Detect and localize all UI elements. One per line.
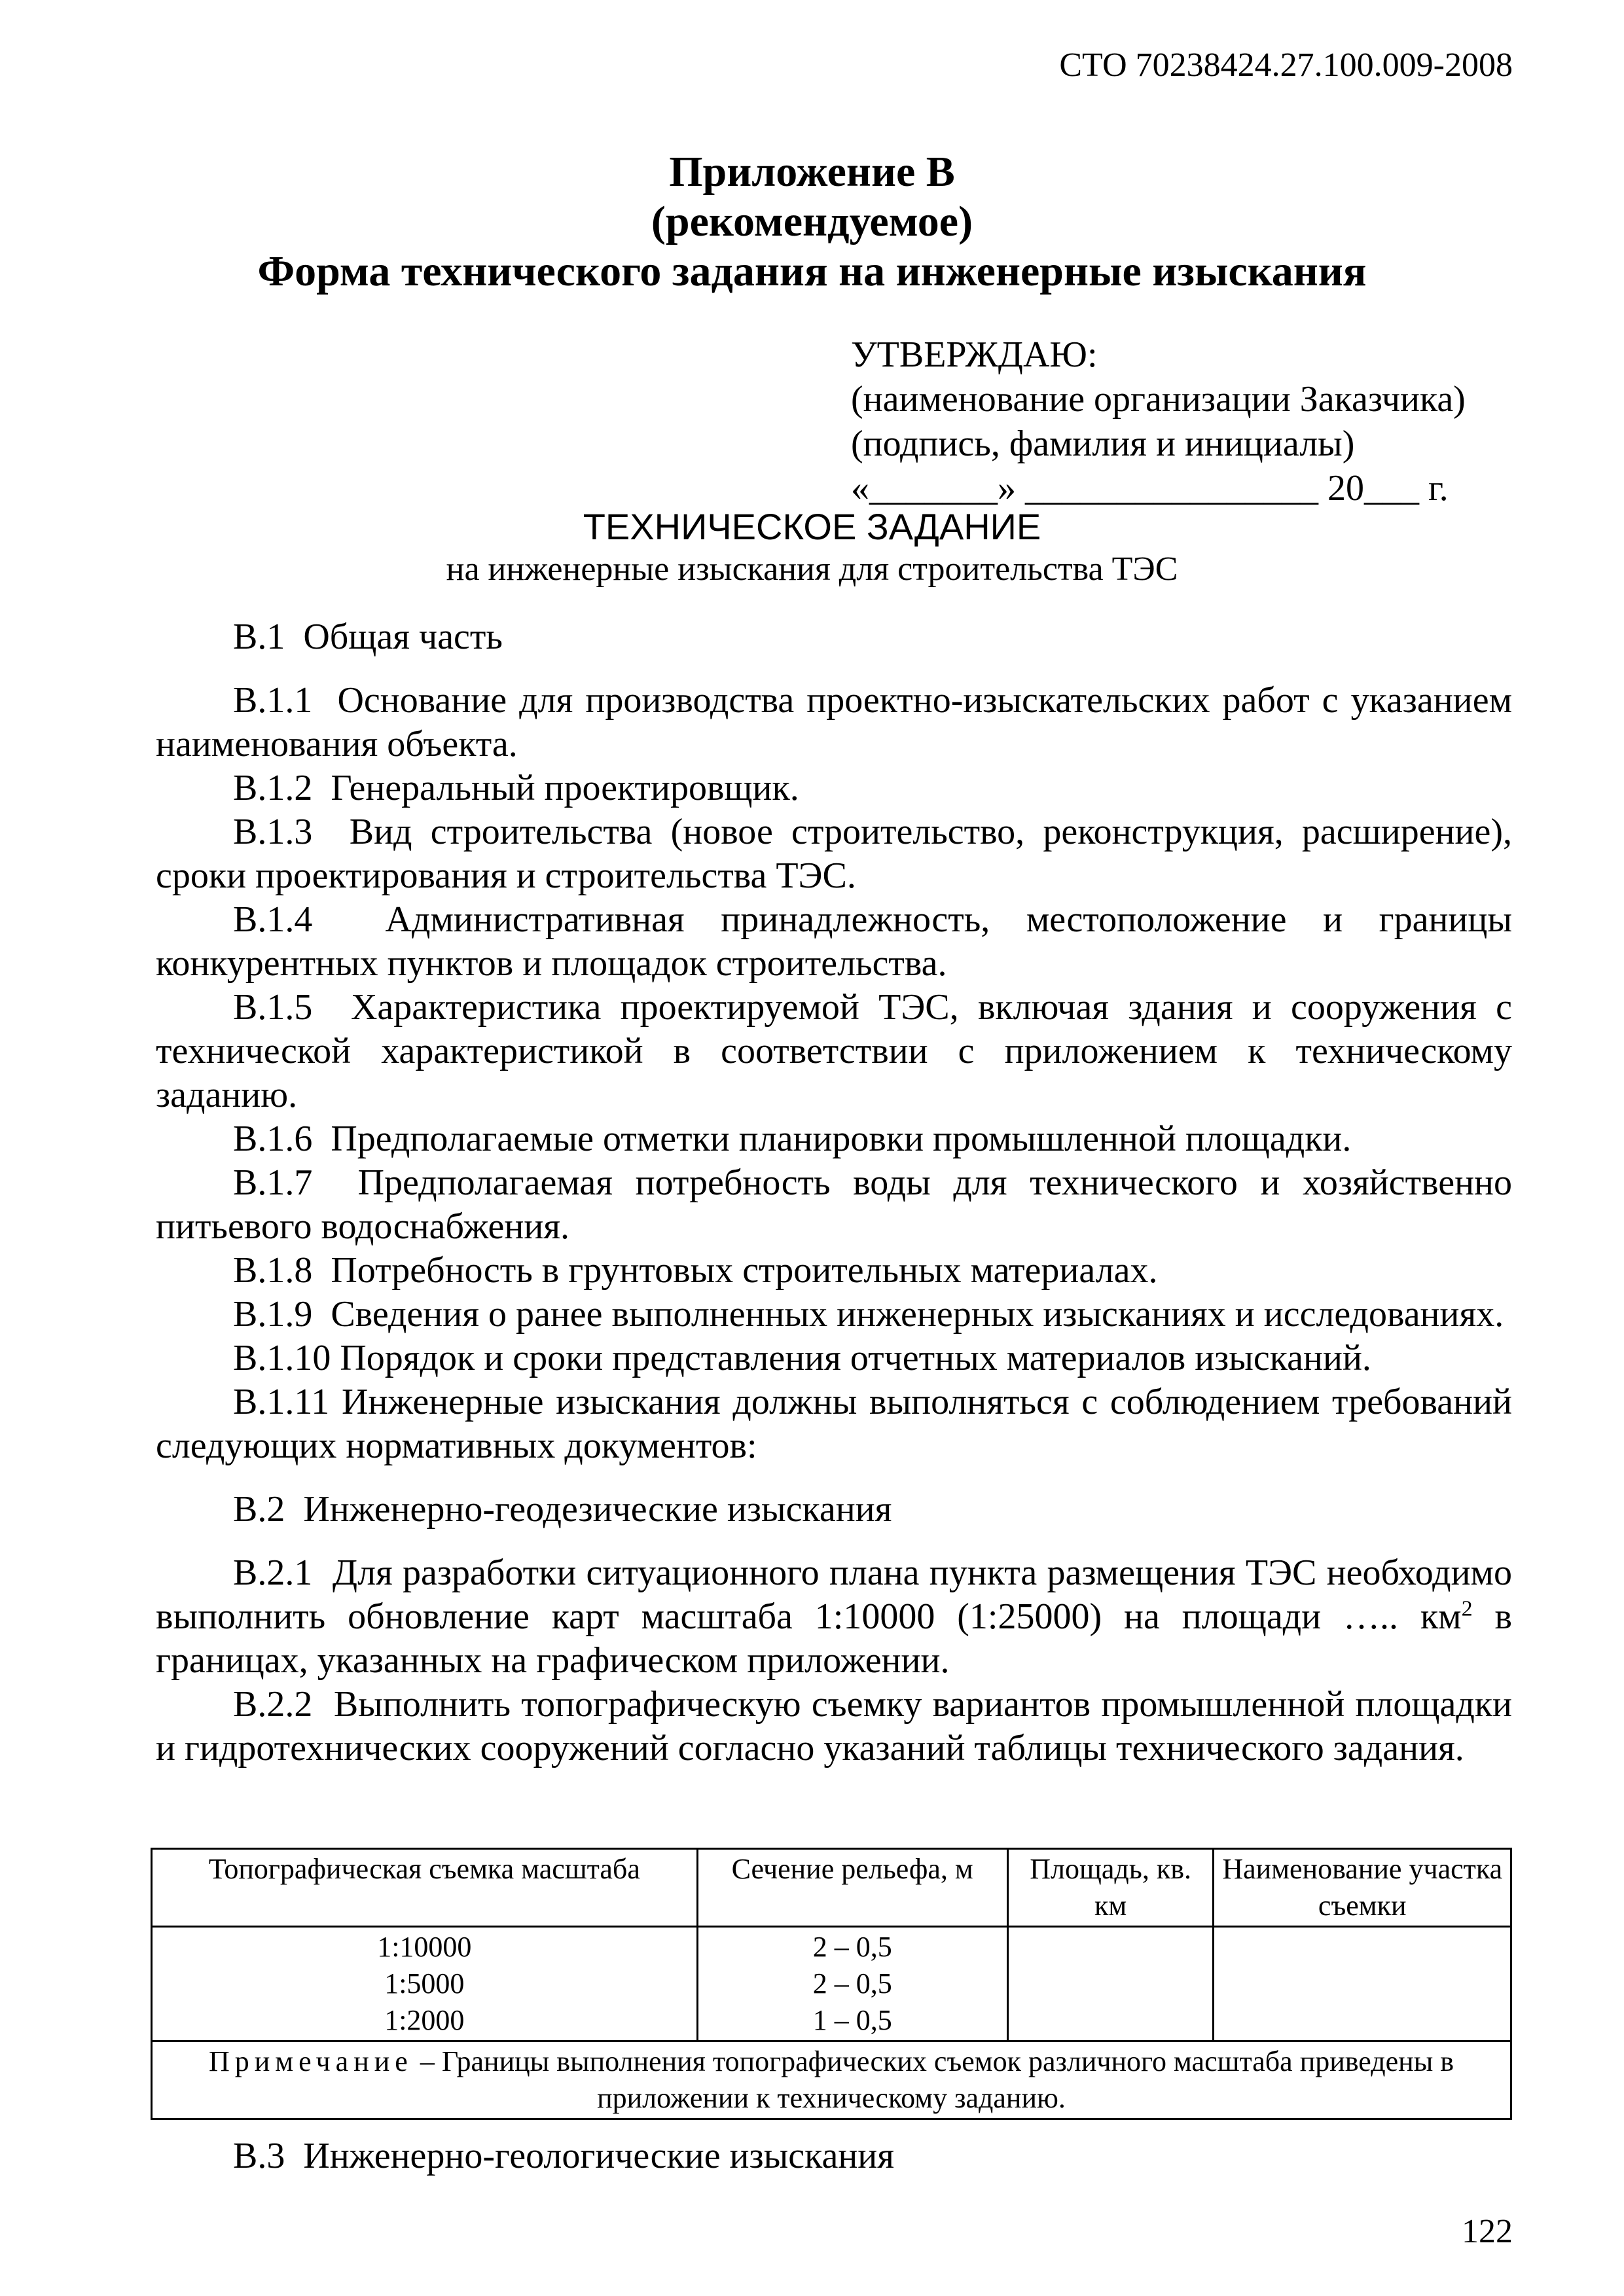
item-b1-4 [156,898,1512,986]
section-title: Инженерно-геологические изыскания [303,2136,895,2176]
item-b1-7 [156,1161,1512,1249]
item-b1-11 [156,1380,1512,1468]
scale-value: 1:5000 [384,1967,465,2000]
item-b1-1 [156,679,1512,766]
item-number: В.2.2 [233,1684,313,1725]
item-number: В.1.10 [233,1338,331,1378]
item-b1-5 [156,986,1512,1117]
item-text: Административная принадлежность, местоположение и границы конкурентных пунктов и площадок строительства. [156,899,1512,984]
item-text: Вид строительства (новое строительство, реконструкция, расширение), сроки проектирования и строительства ТЭС. [156,812,1512,896]
item-b1-2 [156,766,1512,810]
section-number: В.2 [233,1489,285,1530]
item-text: Характеристика проектируемой ТЭС, включая здания и сооружения с технической характеристикой в соответствии с приложением к техническому заданию. [156,987,1513,1115]
scale-value: 1:2000 [384,2004,465,2036]
item-text: Потребность в грунтовых строительных материалах. [331,1250,1158,1291]
section-title: Общая часть [303,617,503,657]
relief-cell [697,1927,1007,2041]
section-number: В.1 [233,617,285,657]
section-number: В.3 [233,2136,285,2176]
item-text: Генеральный проектировщик. [331,768,799,808]
table-header: Наименование участка съемки [1214,1849,1511,1927]
item-text: Сведения о ранее выполненных инженерных изысканиях и исследованиях. [331,1294,1504,1335]
item-text: Инженерные изыскания должны выполняться с соблюдением требований следующих нормативных документов: [156,1382,1513,1466]
relief-value: 2 – 0,5 [812,1967,892,2000]
document-body [156,615,1512,1770]
item-b1-3 [156,810,1512,898]
scale-value: 1:10000 [377,1931,472,1963]
item-number: В.1.6 [233,1119,313,1159]
page-number: 122 [1462,2213,1513,2250]
item-text: Предполагаемые отметки планировки промышленной площадки. [331,1119,1352,1159]
appendix-name: Форма технического задания на инженерные изыскания [257,247,1367,295]
item-number: В.1.9 [233,1294,313,1335]
section-title: Инженерно-геодезические изыскания [303,1489,892,1530]
relief-value: 1 – 0,5 [812,2004,892,2036]
section-b1 [156,615,1512,659]
relief-value: 2 – 0,5 [812,1931,892,1963]
item-number: В.1.11 [233,1382,330,1422]
item-number: В.1.7 [233,1162,313,1203]
appendix-label: Приложение В [669,148,955,196]
item-number: В.2.1 [233,1552,313,1593]
item-b1-10 [156,1336,1512,1380]
item-b2-2 [156,1683,1512,1770]
table-row [152,1927,1511,2041]
section-b2 [156,1488,1512,1532]
document-code: СТО 70238424.27.100.009-2008 [1059,46,1513,84]
site-name-cell [1214,1927,1511,2041]
table-header: Сечение рельефа, м [697,1849,1007,1927]
survey-table [151,1848,1512,2120]
item-number: В.1.4 [233,899,313,940]
table-note [152,2041,1511,2119]
area-cell [1007,1927,1214,2041]
superscript: 2 [1461,1596,1473,1621]
item-text: Для разработки ситуационного плана пункта размещения ТЭС необходимо выполнить обновление карт масштаба 1:10000 (1:25000) на площади ….. км [156,1552,1512,1637]
item-text: Предполагаемая потребность воды для технического и хозяйственно питьевого водоснабжения. [156,1162,1513,1247]
item-text: Основание для производства проектно-изыскательских работ с указанием наименования объекта. [156,680,1512,764]
approval-block [851,332,1466,511]
scale-cell [152,1927,698,2041]
item-number: В.1.3 [233,812,313,852]
table-note-row [152,2041,1511,2119]
table-header: Площадь, кв. км [1007,1849,1214,1927]
doc-title: ТЕХНИЧЕСКОЕ ЗАДАНИЕ [583,506,1041,547]
approve-signature: (подпись, фамилия и инициалы) [851,423,1355,464]
item-number: В.1.5 [233,987,313,1028]
item-text-continued: в границах, указанных на графическом приложении. [156,1596,1512,1681]
approve-label: УТВЕРЖДАЮ: [851,334,1098,375]
item-b1-6 [156,1117,1512,1161]
item-b1-9 [156,1293,1512,1336]
doc-subtitle: на инженерные изыскания для строительства ТЭС [446,550,1178,588]
table-header-row [152,1849,1511,1927]
approve-date: «_______» ________________ 20___ г. [851,468,1449,509]
item-text: Порядок и сроки представления отчетных материалов изысканий. [340,1338,1371,1378]
item-b2-1 [156,1551,1512,1683]
note-label: Примечание [208,2045,413,2077]
table-header: Топографическая съемка масштаба [152,1849,698,1927]
approve-org: (наименование организации Заказчика) [851,379,1466,420]
appendix-status: (рекомендуемое) [651,198,973,245]
item-text: Выполнить топографическую съемку вариантов промышленной площадки и гидротехнических сооружений согласно указаний таблицы технического задания. [156,1684,1512,1768]
item-number: В.1.2 [233,768,313,808]
note-text: – Границы выполнения топографических съемок различного масштаба приведены в приложении к техническому заданию. [412,2045,1454,2114]
item-b1-8 [156,1249,1512,1293]
item-number: В.1.1 [233,680,313,721]
item-number: В.1.8 [233,1250,313,1291]
section-b3 [233,2135,894,2177]
appendix-title [0,147,1624,296]
